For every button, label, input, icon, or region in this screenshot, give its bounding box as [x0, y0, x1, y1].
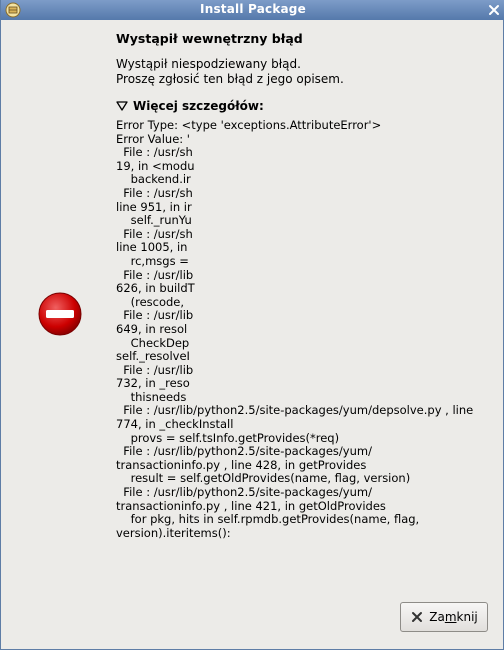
- error-message-line: Proszę zgłosić ten błąd z jego opisem.: [116, 72, 344, 86]
- details-line: Error Value: ': [116, 132, 190, 146]
- details-line: thisneeds: [116, 390, 187, 404]
- title-bar[interactable]: [1, 0, 504, 20]
- details-line: 774, in _checkInstall: [116, 418, 234, 432]
- close-icon[interactable]: [486, 2, 502, 18]
- expander-triangle-icon: [116, 101, 128, 111]
- details-line: File : /usr/sh: [116, 186, 193, 200]
- window-title: Install Package: [200, 2, 306, 16]
- details-line: transactioninfo.py , line 421, in getOldProvides: [116, 499, 386, 513]
- details-line: Error Type: <type 'exceptions.AttributeError'>: [116, 119, 382, 132]
- details-line: 649, in resol: [116, 322, 188, 336]
- details-line: 732, in _reso: [116, 377, 190, 391]
- dialog-content: [116, 30, 504, 590]
- details-line: rc,msgs =: [116, 254, 189, 268]
- details-line: (rescode,: [116, 295, 185, 309]
- details-line: File : /usr/lib: [116, 309, 194, 323]
- details-line: provs = self.tsInfo.getProvides(*req): [116, 431, 340, 445]
- details-line: line 951, in ir: [116, 200, 192, 214]
- details-line: CheckDep: [116, 336, 190, 350]
- error-icon: [37, 291, 83, 337]
- error-message-line: Wystąpił niespodziewany błąd.: [116, 57, 301, 71]
- details-line: File : /usr/lib: [116, 268, 194, 282]
- details-line: transactioninfo.py , line 428, in getProvides: [116, 458, 367, 472]
- details-line: self._runYu: [116, 214, 192, 228]
- details-line: for pkg, hits in self.rpmdb.getProvides(name, flag,: [116, 513, 420, 527]
- details-line: File : /usr/sh: [116, 227, 193, 241]
- error-message: [116, 57, 504, 87]
- error-details-text: [116, 119, 504, 540]
- details-line: 19, in <modu: [116, 159, 195, 173]
- details-line: self._resolveI: [116, 350, 190, 364]
- error-heading: Wystąpił wewnętrzny błąd: [116, 31, 303, 46]
- details-expander[interactable]: [116, 99, 264, 113]
- details-expander-label: Więcej szczegółów:: [133, 99, 264, 113]
- details-line: result = self.getOldProvides(name, flag, version): [116, 472, 411, 486]
- details-line: File : /usr/lib: [116, 363, 194, 377]
- details-line: File : /usr/lib/python2.5/site-packages/yum/: [116, 486, 372, 500]
- close-button[interactable]: [400, 602, 488, 632]
- details-line: File : /usr/lib/python2.5/site-packages/yum/depsolve.py , line: [116, 404, 474, 418]
- details-line: backend.ir: [116, 173, 191, 187]
- details-line: version).iteritems():: [116, 526, 231, 540]
- details-line: 626, in buildT: [116, 282, 195, 296]
- details-line: line 1005, in: [116, 241, 188, 255]
- close-button-label: Zamknij: [429, 610, 478, 624]
- details-line: File : /usr/sh: [116, 146, 193, 160]
- close-x-icon: [410, 610, 424, 624]
- details-line: File : /usr/lib/python2.5/site-packages/yum/: [116, 445, 372, 459]
